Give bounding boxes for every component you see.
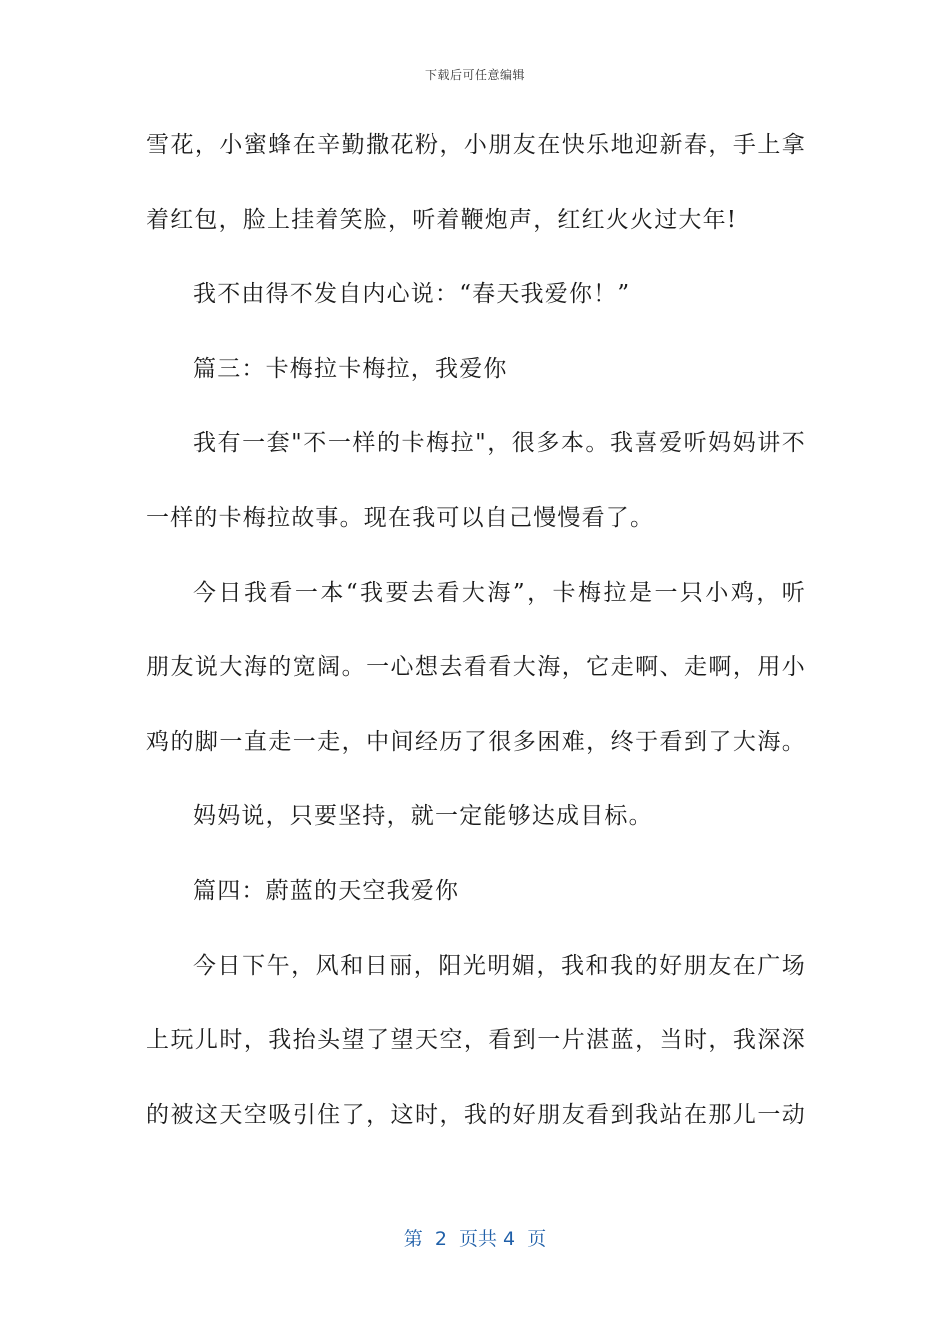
section-heading: 篇四：蔚蓝的天空我爱你: [193, 877, 460, 904]
page-number-footer: 第 2 页共 4 页: [403, 1228, 547, 1250]
text-line: 的被这天空吸引住了，这时，我的好朋友看到我站在那儿一动: [146, 1101, 806, 1128]
document-body: [146, 108, 806, 1152]
text-line: 一样的卡梅拉故事。现在我可以自己慢慢看了。: [146, 504, 655, 531]
text-line: 鸡的脚一直走一走，中间经历了很多困难，终于看到了大海。: [146, 728, 806, 755]
text-line: 今日我看一本“我要去看大海”，卡梅拉是一只小鸡，听: [193, 579, 806, 606]
text-line: 雪花，小蜜蜂在辛勤撒花粉，小朋友在快乐地迎新春，手上拿: [146, 132, 806, 158]
text-line: 今日下午，风和日丽，阳光明媚，我和我的好朋友在广场: [193, 952, 806, 979]
text-line: 妈妈说，只要坚持，就一定能够达成目标。: [193, 803, 653, 830]
text-line: 我不由得不发自内心说：“春天我爱你！”: [193, 281, 631, 308]
text-line: 着红包，脸上挂着笑脸，听着鞭炮声，红红火火过大年!: [146, 206, 738, 233]
text-line: 上玩儿时，我抬头望了望天空，看到一片湛蓝，当时，我深深: [146, 1027, 806, 1054]
section-heading: 篇三：卡梅拉卡梅拉，我爱你: [193, 355, 508, 382]
page-header: 下载后可任意编辑: [424, 68, 525, 82]
text-line: 朋友说大海的宽阔。一心想去看看大海，它走啊、走啊，用小: [146, 654, 806, 681]
text-line: 我有一套"不一样的卡梅拉"，很多本。我喜爱听妈妈讲不: [193, 430, 806, 457]
